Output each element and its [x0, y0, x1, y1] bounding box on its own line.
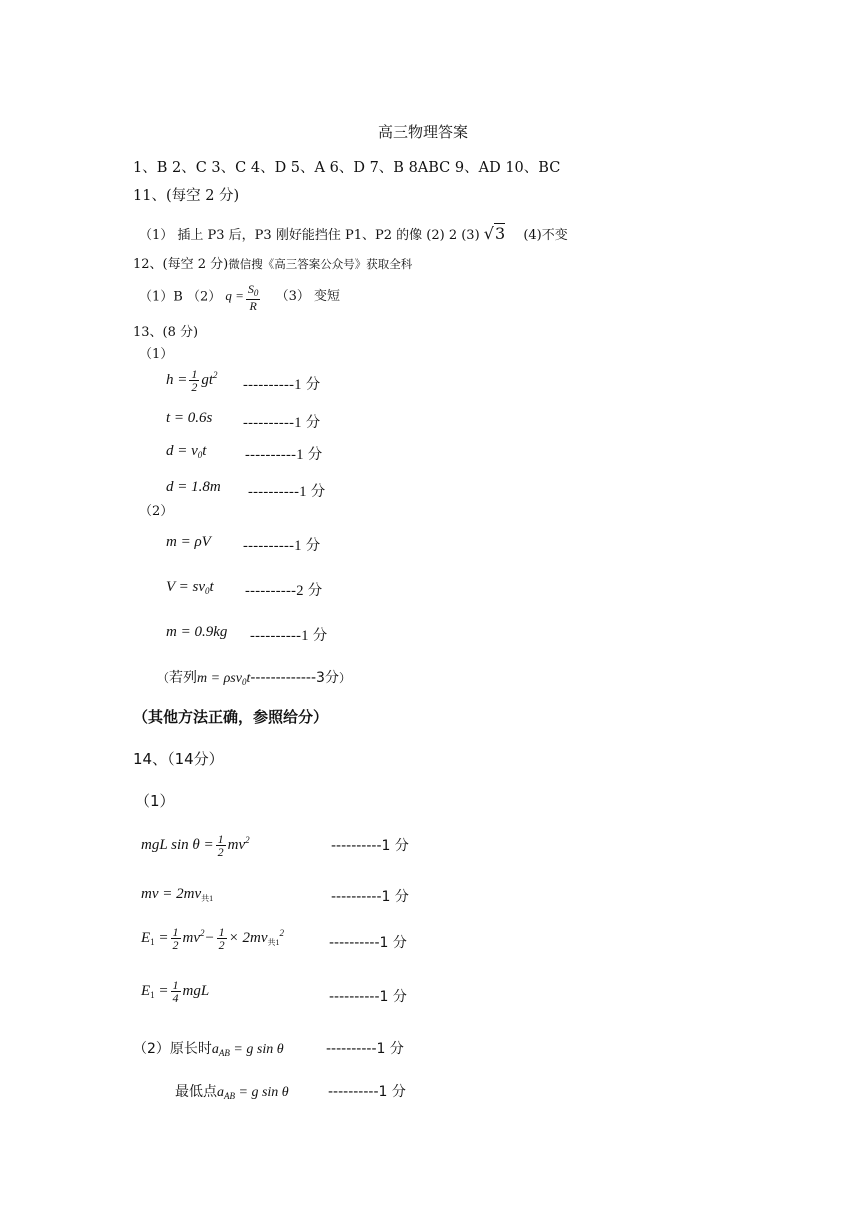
alt-eq-t: t [246, 671, 251, 686]
eq-equals: = [158, 929, 169, 946]
eq-part: × 2mv [228, 929, 268, 946]
eq-minus: − [204, 929, 215, 946]
q14-header: 14、（14分） [133, 750, 224, 768]
q13-part2: （2） [139, 504, 174, 519]
q14-part2b-label: 最低点 [175, 1084, 217, 1100]
frac-num: 1 [217, 832, 224, 846]
paren-open: （ [157, 671, 170, 685]
frac-num-sub: 0 [253, 288, 259, 298]
alt-eq: m = ρsv [197, 671, 242, 686]
q14-score-3: ----------1 分 [329, 935, 407, 951]
q12-formula [225, 282, 265, 313]
q13-alternative [157, 667, 351, 687]
q13-score-1: ----------1 分 [243, 377, 321, 393]
watermark-text: 微信搜《高三答案公众号》获取全科 [228, 257, 413, 271]
q14-score-2: ----------1 分 [331, 889, 409, 905]
scoring-note: （其他方法正确，参照给分） [133, 708, 329, 726]
q14-part2-line [133, 1038, 284, 1058]
half-fraction [216, 833, 226, 858]
q14-score-4: ----------1 分 [329, 989, 407, 1005]
q14-eq3 [141, 926, 284, 951]
q13-part1: （1） [139, 347, 174, 362]
eq-sup: 2 [213, 369, 218, 380]
eq-sub: 1 [150, 936, 155, 947]
eq-equals: = [158, 982, 169, 999]
q13-eq2: t = 0.6s [166, 410, 213, 426]
q14-score-6: ----------1 分 [328, 1084, 406, 1100]
sqrt-radicand: 3 [494, 224, 506, 243]
eq-part: d = v [166, 443, 198, 459]
eq-part: = g sin θ [233, 1042, 284, 1057]
frac-num: 1 [172, 925, 179, 939]
q14-score-5: ----------1 分 [326, 1041, 404, 1057]
eq-lhs: h = [166, 371, 188, 388]
eq-part: mgL [182, 982, 210, 999]
q11-answer-line [139, 224, 568, 243]
frac-den: 2 [217, 845, 224, 859]
eq-part: E [141, 929, 151, 946]
paren-close: ） [338, 671, 351, 685]
eq-part: mgL sin θ = [141, 836, 214, 853]
alt-sub: 0 [241, 677, 247, 687]
q12-var: q = [225, 288, 244, 304]
eq-sub: 共1 [201, 894, 214, 903]
half-fraction [217, 926, 227, 951]
q13-score-5: ----------1 分 [243, 538, 321, 554]
frac-num: 1 [172, 978, 179, 992]
q14-eq4 [141, 979, 209, 1004]
q12-fraction [246, 283, 261, 312]
q14-eq2 [141, 886, 213, 904]
q13-header: 13、(8 分) [133, 325, 199, 340]
frac-den: 2 [218, 938, 225, 952]
eq-part: t [202, 443, 207, 459]
eq-sup: 2 [279, 927, 285, 938]
eq-part: V = sv [166, 579, 206, 595]
eq-sub: AB [224, 1091, 235, 1101]
q13-score-7: ----------1 分 [250, 628, 328, 644]
frac-den: 2 [191, 380, 198, 394]
q13-eq5: m = ρV [166, 534, 211, 550]
eq-sup: 2 [245, 834, 250, 845]
frac-num: 1 [191, 367, 198, 381]
quarter-fraction [171, 979, 181, 1004]
half-fraction [171, 926, 181, 951]
eq-sub: 0 [197, 450, 203, 460]
alt-score: -------------3分 [250, 670, 339, 686]
eq-part: mv [227, 836, 246, 853]
q14-part2-label: （2）原长时 [133, 1041, 212, 1057]
alt-label: 若列 [169, 670, 198, 686]
eq-sup: 2 [200, 927, 205, 938]
eq-part: E [141, 982, 151, 999]
eq-sub: AB [218, 1048, 230, 1058]
frac-num: 1 [218, 925, 225, 939]
eq-rhs: gt [201, 371, 214, 388]
eq-part: a [211, 1042, 219, 1057]
q13-score-3: ----------1 分 [245, 447, 323, 463]
q12-header: 12、(每空 2 分) [133, 257, 229, 272]
eq-sub: 1 [150, 989, 155, 1000]
frac-den: 4 [172, 991, 179, 1005]
q12-answer-line [139, 283, 340, 312]
q12-answer-b: （3） 变短 [275, 289, 341, 305]
q13-score-6: ----------2 分 [245, 583, 323, 599]
q12-answer-a: （1）B （2） [139, 289, 222, 305]
page-title: 高三物理答案 [378, 123, 469, 141]
eq-sub: 共1 [267, 937, 280, 947]
q11-answer-a: （1） 插上 P3 后，P3 刚好能挡住 P1、P2 的像 (2) 2 (3) [139, 228, 480, 243]
answers-1-10: 1、B 2、C 3、C 4、D 5、A 6、D 7、B 8ABC 9、AD 10、BC [133, 160, 561, 176]
frac-den: 2 [172, 938, 179, 952]
q13-eq6 [166, 579, 214, 596]
q13-score-4: ----------1 分 [248, 484, 326, 500]
q14-part2b-line [175, 1081, 289, 1101]
q14-part1: （1） [135, 792, 175, 810]
q13-score-2: ----------1 分 [243, 415, 321, 431]
q11-answer-b: (4)不变 [523, 228, 568, 243]
q12-header-line [133, 253, 412, 272]
eq-part: mv = 2mv [141, 886, 202, 902]
q14-eq1 [141, 833, 250, 858]
q13-eq1 [166, 368, 218, 393]
eq-part: = g sin θ [238, 1085, 289, 1100]
eq-sub: 0 [205, 586, 210, 596]
q14-score-1: ----------1 分 [331, 838, 409, 854]
frac-den: R [249, 299, 257, 313]
q13-eq3 [166, 443, 206, 460]
eq-part: a [217, 1085, 224, 1100]
frac-num: S [247, 282, 254, 296]
sqrt-three: √3 [483, 224, 506, 243]
eq-part: t [209, 579, 214, 595]
q11-header: 11、(每空 2 分) [133, 188, 240, 204]
half-fraction [189, 368, 199, 393]
eq-part: mv [182, 929, 201, 946]
q13-eq7: m = 0.9kg [166, 624, 228, 640]
q13-eq4: d = 1.8m [166, 479, 221, 495]
